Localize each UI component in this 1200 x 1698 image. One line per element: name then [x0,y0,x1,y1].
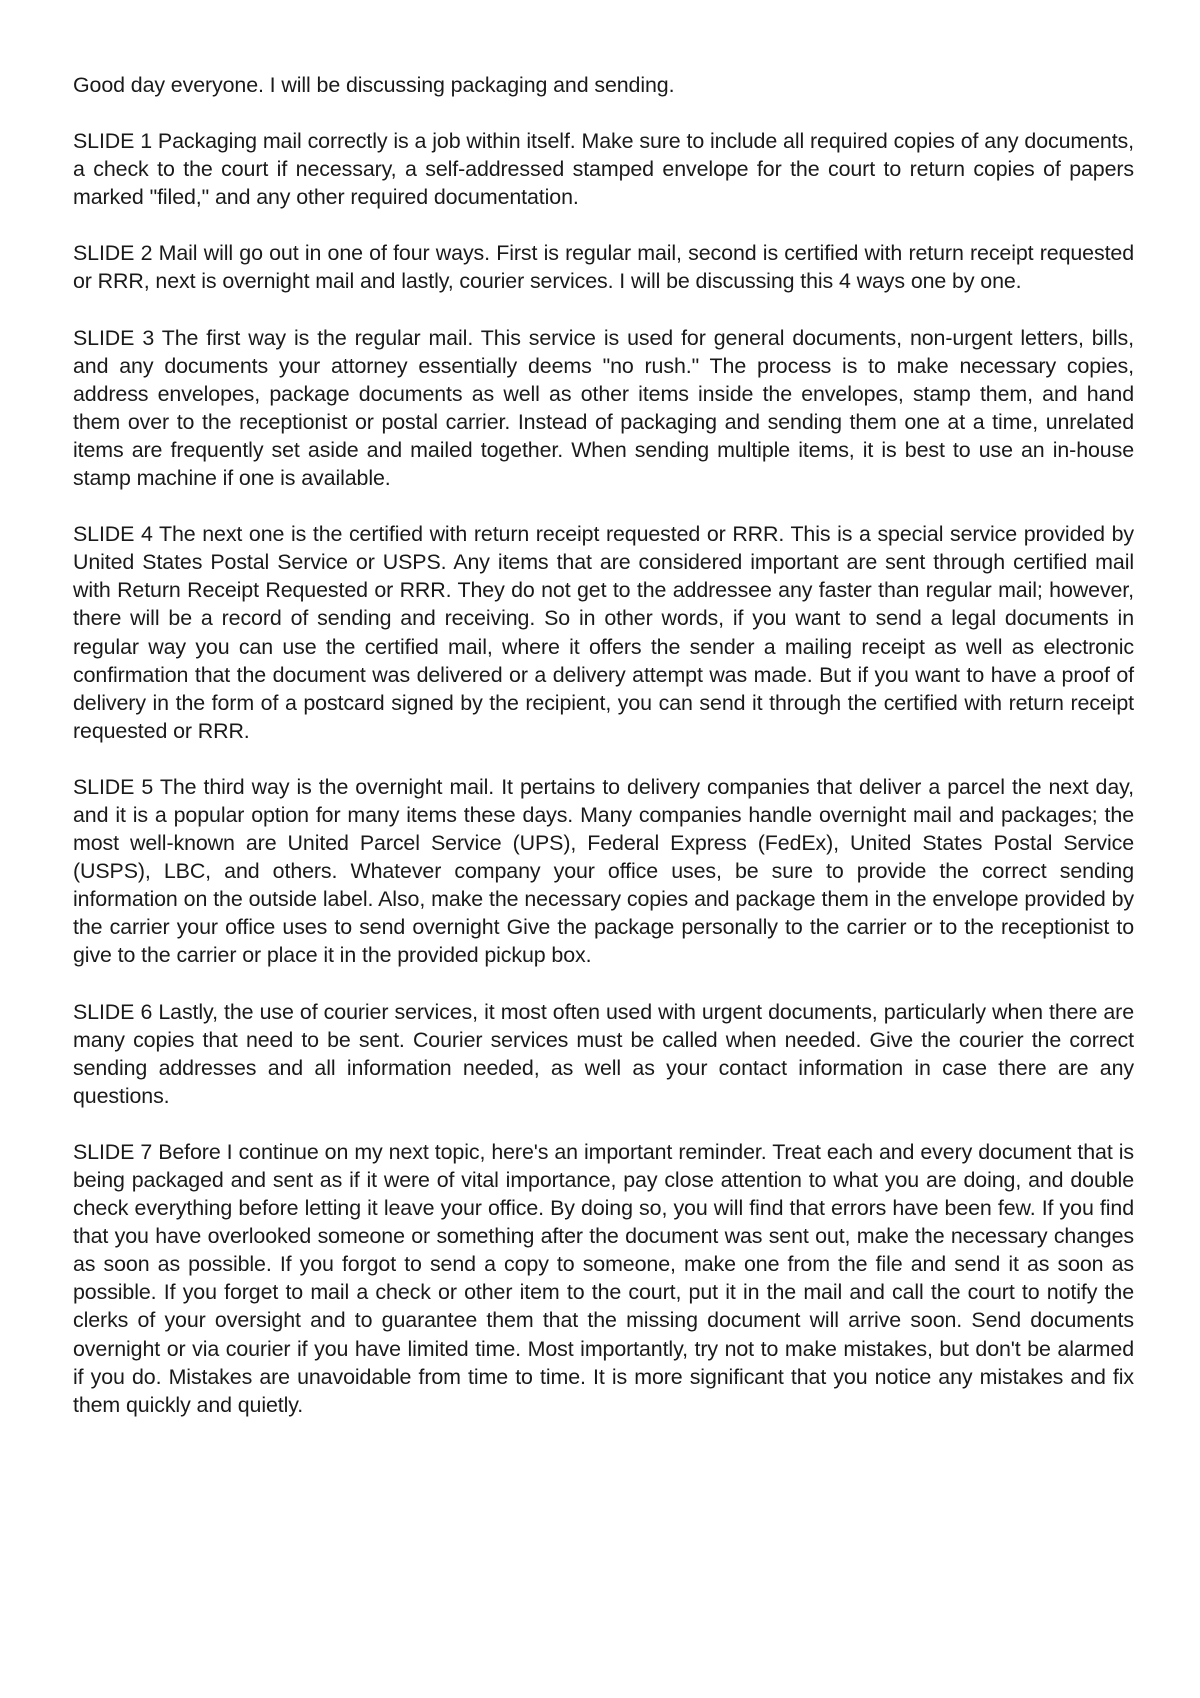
slide-7-paragraph: SLIDE 7 Before I continue on my next topic, here's an important reminder. Treat each and every document that is being packaged and sent as if it were of vital importance, pay close attention to what you are doing, and double check everything before letting it leave your office. By doing so, you will find that errors have been few. If you find that you have overlooked someone or something after the document was sent out, make the necessary changes as soon as possible. If you forgot to send a copy to someone, make one from the file and send it as soon as possible. If you forget to mail a check or other item to the court, put it in the mail and call the court to notify the clerks of your oversight and to guarantee them that the missing document will arrive soon. Send documents overnight or via courier if you have limited time. Most importantly, try not to make mistakes, but don't be alarmed if you do. Mistakes are unavoidable from time to time. It is more significant that you notice any mistakes and fix them quickly and quietly. [73,1139,1134,1417]
slide-3-paragraph: SLIDE 3 The first way is the regular mail. This service is used for general documents, non-urgent letters, bills, and any documents your attorney essentially deems "no rush." The process is to make necessary copies, address envelopes, package documents as well as other items inside the envelopes, stamp them, and hand them over to the receptionist or postal carrier. Instead of packaging and sending them one at a time, unrelated items are frequently set aside and mailed together. When sending multiple items, it is best to use an in-house stamp machine if one is available. [73,325,1134,491]
slide-2-paragraph: SLIDE 2 Mail will go out in one of four ways. First is regular mail, second is certified with return receipt requested or RRR, next is overnight mail and lastly, courier services. I will be discussing this 4 ways one by one. [73,241,1134,294]
slide-4-paragraph: SLIDE 4 The next one is the certified with return receipt requested or RRR. This is a special service provided by United States Postal Service or USPS. Any items that are considered important are sent through certified mail with Return Receipt Requested or RRR. They do not get to the addressee any faster than regular mail; however, there will be a record of sending and receiving. So in other words, if you want to send a legal documents in regular way you can use the certified mail, where it offers the sender a mailing receipt as well as electronic confirmation that the document was delivered or a delivery attempt was made. But if you want to have a proof of delivery in the form of a postcard signed by the recipient, you can send it through the certified with return receipt requested or RRR. [73,522,1134,743]
slide-5-paragraph: SLIDE 5 The third way is the overnight mail. It pertains to delivery companies that deliver a parcel the next day, and it is a popular option for many items these days. Many companies handle overnight mail and packages; the most well-known are United Parcel Service (UPS), Federal Express (FedEx), United States Postal Service (USPS), LBC, and others. Whatever company your office uses, be sure to provide the correct sending information on the outside label. Also, make the necessary copies and package them in the envelope provided by the carrier your office uses to send overnight Give the package personally to the carrier or to the receptionist to give to the carrier or place it in the provided pickup box. [73,774,1134,968]
slide-1-paragraph: SLIDE 1 Packaging mail correctly is a job within itself. Make sure to include all required copies of any documents, a check to the court if necessary, a self-addressed stamped envelope for the court to return copies of papers marked "filed," and any other required documentation. [73,129,1134,210]
slide-6-paragraph: SLIDE 6 Lastly, the use of courier services, it most often used with urgent documents, particularly when there are many copies that need to be sent. Courier services must be called when needed. Give the courier the correct sending addresses and all information needed, as well as your contact information in case there are any questions. [73,999,1134,1108]
intro-paragraph: Good day everyone. I will be discussing packaging and sending. [73,73,675,97]
